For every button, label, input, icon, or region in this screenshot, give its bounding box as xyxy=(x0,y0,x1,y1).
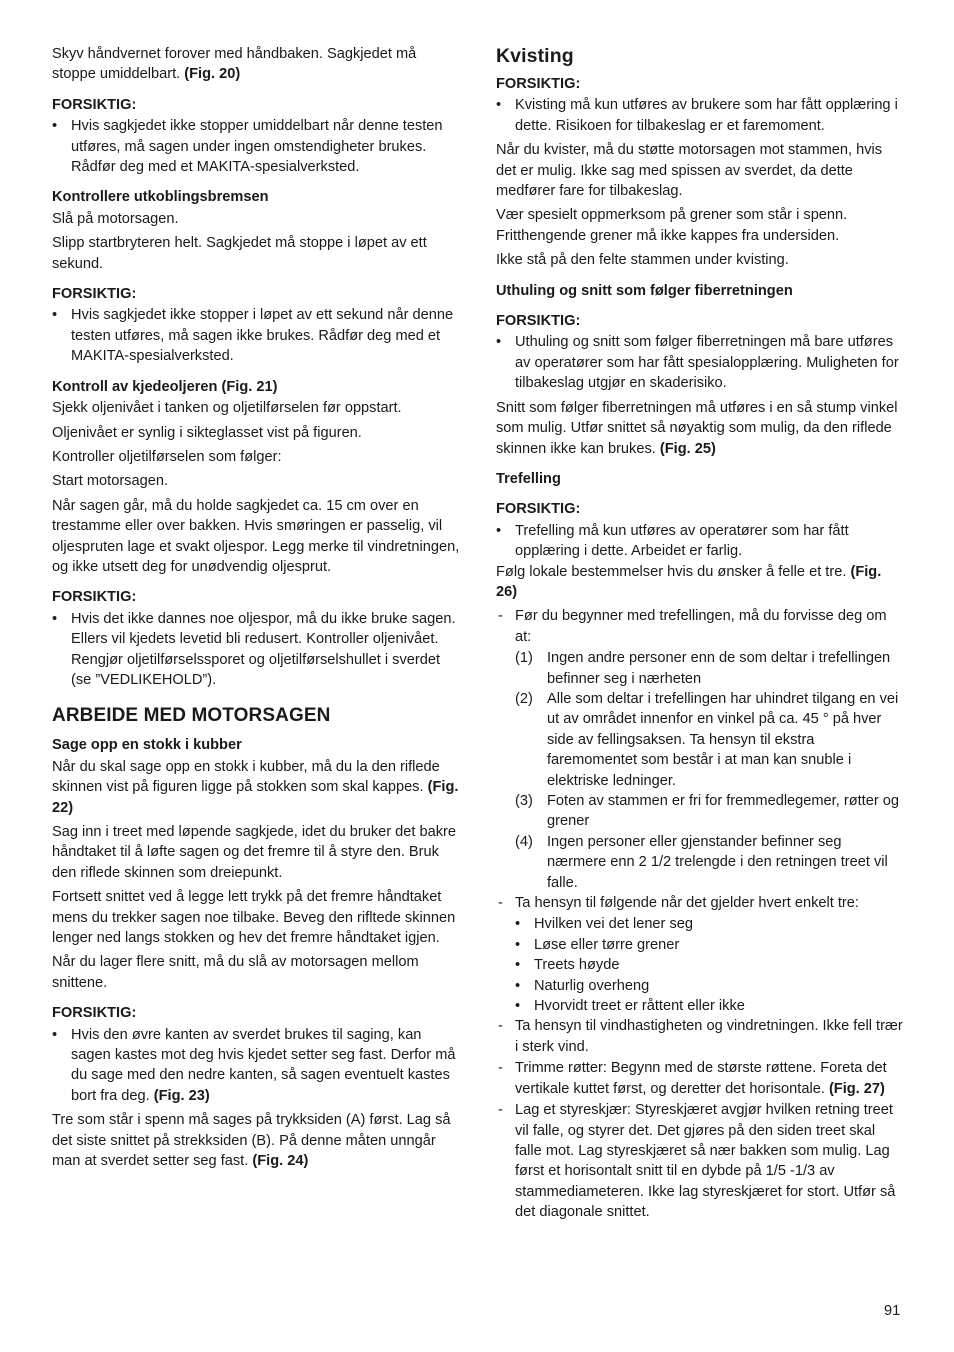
paragraph-text: Når du skal sage opp en stokk i kubber, må du la den riflede skinnen vist på figuren ligge på stokken som skal kappes. xyxy=(52,758,440,796)
numbered-item xyxy=(496,832,904,893)
figure-ref: (Fig. 27) xyxy=(828,1080,885,1097)
dash-text: Trimme røtter: Begynn med de største røttene. Foreta det vertikale kuttet først, og deretter det horisontale. xyxy=(515,1060,887,1097)
dash-item xyxy=(496,1058,904,1099)
paragraph-text: Snitt som følger fiberretningen må utføres i en så stump vinkel som mulig. Utfør snittet så nøyaktig som mulig, da den riflede skinnen ikke kan brukes. xyxy=(496,399,898,457)
item-text: Ingen personer eller gjenstander befinner seg nærmere enn 2 1/2 trelengde i den retningen treet vil falle. xyxy=(547,833,888,891)
paragraph xyxy=(52,757,462,818)
caution-label: FORSIKTIG: xyxy=(52,1005,137,1022)
subheading: Uthuling og snitt som følger fiberretningen xyxy=(496,282,793,299)
page-number: 91 xyxy=(884,1303,901,1319)
caution-label: FORSIKTIG: xyxy=(496,76,581,92)
paragraph: Oljenivået er synlig i sikteglasset vist på figuren. xyxy=(52,424,362,441)
paragraph: Slå på motorsagen. xyxy=(52,210,179,227)
item-number: (4) xyxy=(515,833,533,850)
figure-ref: (Fig. 23) xyxy=(153,1087,210,1104)
paragraph: Slipp startbryteren helt. Sagkjedet må stoppe i løpet av ett sekund. xyxy=(52,235,427,272)
paragraph xyxy=(52,44,462,85)
numbered-list xyxy=(496,648,904,893)
subheading: Trefelling xyxy=(496,470,561,487)
item-number: (1) xyxy=(515,650,533,667)
caution-label: FORSIKTIG: xyxy=(496,313,581,330)
figure-ref: (Fig. 25) xyxy=(659,440,716,457)
sub-bullet-item: • Naturlig overheng xyxy=(496,976,904,996)
subheading: Sage opp en stokk i kubber xyxy=(52,737,242,754)
paragraph-text: Tre som står i spenn må sages på trykksiden (A) først. Lag så det siste snittet på strekksiden (B). På denne måten unngår man at sverdet setter seg fast. xyxy=(52,1112,451,1170)
caution-bullet: • Trefelling må kun utføres av operatører som har fått opplæring i dette. Arbeidet er farlig. xyxy=(496,521,904,562)
right-column xyxy=(496,44,904,1224)
paragraph xyxy=(52,1110,462,1171)
subheading: Kontroll av kjedeoljeren (Fig. 21) xyxy=(52,378,278,395)
figure-ref: (Fig. 22) xyxy=(52,779,459,816)
paragraph: Når du lager flere snitt, må du slå av motorsagen mellom snittene. xyxy=(52,954,419,991)
paragraph: Sag inn i treet med løpende sagkjede, idet du bruker det bakre håndtaket til å løfte sagen og det fremre til å styre den. Bruk den riflede skinnen som dreiepunkt. xyxy=(52,824,457,881)
bullet-text: Hvis den øvre kanten av sverdet brukes til saging, kan sagen kastes mot deg hvis kjedet setter seg fast. Derfor må du sage med den nedre kanten, så sagen eventuelt kastes bort fra deg. xyxy=(71,1026,456,1104)
paragraph xyxy=(496,562,904,603)
sub-bullet-item: • Hvilken vei det lener seg xyxy=(496,914,904,934)
left-column xyxy=(52,44,462,1176)
numbered-item xyxy=(496,648,904,689)
numbered-item xyxy=(496,689,904,791)
numbered-item xyxy=(496,791,904,832)
caution-bullet: • Kvisting må kun utføres av brukere som har fått opplæring i dette. Risikoen for tilbakeslag er et faremoment. xyxy=(496,95,904,136)
caution-bullet: • Hvis sagkjedet ikke stopper umiddelbart når denne testen utføres, må sagen under ingen omstendigheter brukes. Rådfør deg med et MAKITA-spesialverksted. xyxy=(52,116,462,177)
item-text: Ingen andre personer enn de som deltar i trefellingen befinner seg i nærheten xyxy=(547,650,891,687)
item-text: Alle som deltar i trefellingen har uhindret tilgang en vei ut av området innenfor en vinkel på ca. 45 ° på hver side av fellingsaksen. Ta hensyn til ekstra faremomentet som består i at man kan snuble i elektriske ledninger. xyxy=(547,690,899,789)
dash-item: - Ta hensyn til vindhastigheten og vindretningen. Ikke fell trær i sterk vind. xyxy=(496,1016,904,1057)
figure-ref: (Fig. 26) xyxy=(496,563,882,600)
caution-bullet: • Uthuling og snitt som følger fiberretningen må bare utføres av operatører som har fått spesialopplæring. Muligheten for tilbakeslag utgjør en skaderisiko. xyxy=(496,332,904,393)
item-number: (2) xyxy=(515,690,533,707)
paragraph: Kontroller oljetilførselen som følger: xyxy=(52,448,282,465)
dash-item: - Ta hensyn til følgende når det gjelder hvert enkelt tre: xyxy=(496,893,904,913)
paragraph: Vær spesielt oppmerksom på grener som står i spenn. Fritthengende grener må ikke kappes fra undersiden. xyxy=(496,207,848,244)
paragraph xyxy=(496,398,904,459)
sub-bullet-item: • Treets høyde xyxy=(496,955,904,975)
caution-bullet: • Hvis sagkjedet ikke stopper i løpet av ett sekund når denne testen utføres, må sagen ikke brukes. Rådfør deg med et MAKITA-spesialverksted. xyxy=(52,305,462,366)
caution-bullet: • Hvis det ikke dannes noe oljespor, må du ikke bruke sagen. Ellers vil kjedets levetid bli redusert. Kontroller oljenivået. Rengjør oljetilførselssporet og oljetilførselshullet i sverdet (se ”VEDLIKEHOLD”). xyxy=(52,609,462,691)
dash-item: - Lag et styreskjær: Styreskjæret avgjør hvilken retning treet vil falle, og styrer det. Det gjøres på den siden treet skal falle mot. Lag styreskjæret så nær bakken som mulig. Lag først et horisontalt snitt til en dybde på 1/5 -1/3 av stammediameteren. Ikke lag styreskjæret for stort. Utfør så det diagonale snittet. xyxy=(496,1100,904,1222)
paragraph-text: Skyv håndvernet forover med håndbaken. Sagkjedet må stoppe umiddelbart. xyxy=(52,46,417,83)
paragraph: Når sagen går, må du holde sagkjedet ca. 15 cm over en trestamme eller over bakken. Hvis smøringen er passelig, vil oljespruten lage et svakt oljespor. Legg merke til vindretningen, og ikke utsett deg for unødvendig oljesprut. xyxy=(52,497,460,575)
paragraph: Når du kvister, må du støtte motorsagen mot stammen, hvis det er mulig. Ikke sag med spissen av sverdet, da dette medfører fare for tilbakeslag. xyxy=(496,142,883,200)
caution-label: FORSIKTIG: xyxy=(52,589,137,606)
caution-label: FORSIKTIG: xyxy=(52,96,137,113)
caution-label: FORSIKTIG: xyxy=(496,501,581,518)
item-number: (3) xyxy=(515,793,533,809)
sub-bullet-item: • Løse eller tørre grener xyxy=(496,935,904,955)
paragraph: Fortsett snittet ved å legge lett trykk på det fremre håndtaket mens du trekker sagen noe tilbake. Beveg den rifltede skinnen lenger ned langs stokken og hev det fremre håndtaket igjen. xyxy=(52,889,456,947)
paragraph: Sjekk oljenivået i tanken og oljetilførselen før oppstart. xyxy=(52,400,402,417)
caution-label: FORSIKTIG: xyxy=(52,286,137,303)
caution-bullet xyxy=(52,1025,462,1107)
paragraph: Start motorsagen. xyxy=(52,473,168,490)
subheading: Kontrollere utkoblingsbremsen xyxy=(52,189,269,206)
item-text: Foten av stammen er fri for fremmedlegemer, røtter og grener xyxy=(547,793,899,830)
paragraph: Ikke stå på den felte stammen under kvisting. xyxy=(496,252,789,269)
section-title: Kvisting xyxy=(496,45,574,67)
paragraph-text: Følg lokale bestemmelser hvis du ønsker å felle et tre. xyxy=(496,563,847,580)
figure-ref: (Fig. 24) xyxy=(252,1153,309,1170)
section-title: ARBEIDE MED MOTORSAGEN xyxy=(52,705,331,727)
figure-ref: (Fig. 20) xyxy=(184,66,241,83)
dash-item: - Før du begynner med trefellingen, må du forvisse deg om at: xyxy=(496,606,904,647)
sub-bullet-list xyxy=(496,914,904,1016)
sub-bullet-item: • Hvorvidt treet er råttent eller ikke xyxy=(496,996,904,1016)
